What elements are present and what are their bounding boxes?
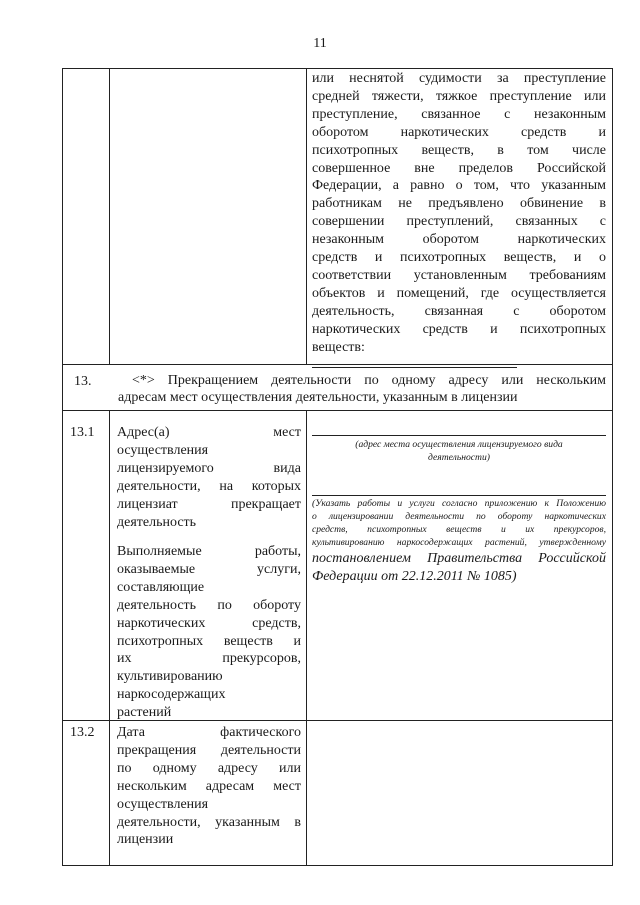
text-line: Дата фактического bbox=[117, 725, 301, 740]
text-line: Федерации, а равно о том, что указанным bbox=[312, 178, 606, 194]
text-line: культивированию наркосодержащих растений, утвержденному bbox=[312, 537, 606, 548]
works-hint-small bbox=[312, 497, 606, 549]
text-line: деятельности, указанным в bbox=[117, 814, 301, 830]
text-line: оказываемые услуги, bbox=[117, 561, 301, 577]
text-line: составляющие bbox=[117, 579, 205, 595]
text-line: нескольким адресам мест bbox=[117, 778, 301, 794]
row-13-line-2: адресам мест осуществления деятельности, указанным в лицензии bbox=[118, 390, 518, 405]
prev-row-content bbox=[312, 70, 606, 368]
address-fill-line[interactable] bbox=[312, 435, 606, 436]
substances-label: веществ: bbox=[312, 339, 365, 355]
address-hint bbox=[312, 438, 606, 464]
text-line: Выполняемые работы, bbox=[117, 544, 301, 559]
text-line: (Указать работы и услуги согласно приложению к Положению bbox=[312, 498, 606, 509]
text-line: о лицензировании деятельности по обороту наркотических bbox=[312, 511, 606, 522]
row-divider bbox=[62, 410, 613, 411]
text-line: работникам не предъявлено обвинение в bbox=[312, 196, 606, 212]
text-line: деятельность bbox=[117, 514, 197, 530]
row-13-line-1: <*> Прекращением деятельности по одному адресу или нескольким bbox=[132, 373, 606, 388]
row-13-1-number: 13.1 bbox=[70, 425, 95, 440]
text-line: наркосодержащих bbox=[117, 687, 226, 703]
text-line: соответствии установленным требованиям bbox=[312, 267, 606, 283]
text-line: лицензиат прекращает bbox=[117, 496, 301, 512]
column-divider bbox=[306, 68, 307, 364]
address-label bbox=[117, 424, 301, 531]
text-line: психотропных веществ, в том числе bbox=[312, 142, 606, 158]
table-left-border bbox=[62, 68, 63, 865]
row-13-2-number: 13.2 bbox=[70, 725, 95, 740]
row-13-number: 13. bbox=[74, 374, 92, 389]
text-line: наркотических средств и психотропных bbox=[312, 321, 606, 337]
text-line: незаконным оборотом наркотических bbox=[312, 232, 606, 248]
text-line: (адрес места осуществления лицензируемого вида bbox=[355, 439, 563, 450]
substances-fill-line[interactable] bbox=[312, 357, 517, 368]
text-line: преступление, связанное с незаконным bbox=[312, 106, 606, 122]
text-line: постановлением Правительства Российской bbox=[312, 551, 606, 566]
column-divider bbox=[109, 68, 110, 364]
text-line: наркотических средств, bbox=[117, 615, 301, 631]
text-line: деятельности, на которых bbox=[117, 478, 301, 494]
text-line: средств и психотропных веществ, и о bbox=[312, 250, 606, 266]
text-line: деятельность по обороту bbox=[117, 597, 301, 613]
text-line: объектов и помещений, где осуществляется bbox=[312, 285, 606, 301]
text-line: осуществления bbox=[117, 796, 209, 812]
text-line: лицензии bbox=[117, 832, 174, 848]
text-line: средств, психотропных веществ и их прекурсоров, bbox=[312, 524, 606, 535]
cessation-date-value-cell[interactable] bbox=[308, 722, 610, 863]
text-line: Федерации от 22.12.2011 № 1085) bbox=[312, 568, 517, 584]
text-line: средней тяжести, тяжкое преступление или bbox=[312, 88, 606, 104]
text-line: осуществления bbox=[117, 442, 209, 458]
text-line: лицензируемого вида bbox=[117, 460, 301, 476]
form-table bbox=[62, 68, 613, 865]
text-line: психотропных веществ и bbox=[117, 633, 301, 649]
column-divider bbox=[109, 410, 110, 865]
text-line: деятельности) bbox=[428, 452, 490, 463]
table-bottom-border bbox=[62, 865, 613, 866]
text-line: совершенное вне пределов Российской bbox=[312, 160, 606, 176]
works-hint-large bbox=[312, 550, 606, 586]
text-line: Адрес(а) мест bbox=[117, 425, 301, 440]
cessation-date-label bbox=[117, 724, 301, 849]
text-line: прекращения деятельности bbox=[117, 742, 301, 758]
works-label bbox=[117, 543, 301, 722]
page-number: 11 bbox=[313, 36, 327, 51]
works-fill-line[interactable] bbox=[312, 495, 606, 496]
text-line: или неснятой судимости за преступление bbox=[312, 71, 606, 86]
text-line: их прекурсоров, bbox=[117, 651, 301, 667]
table-top-border bbox=[62, 68, 613, 69]
column-divider bbox=[306, 410, 307, 865]
text-line: оборотом наркотических средств и bbox=[312, 124, 606, 140]
text-line: совершении преступлений, связанных с bbox=[312, 214, 606, 230]
text-line: растений bbox=[117, 705, 172, 721]
substances-field bbox=[312, 339, 606, 368]
table-right-border bbox=[612, 68, 613, 865]
text-line: культивированию bbox=[117, 669, 223, 685]
text-line: по одному адресу или bbox=[117, 760, 301, 776]
text-line: деятельность, связанная с оборотом bbox=[312, 303, 606, 319]
